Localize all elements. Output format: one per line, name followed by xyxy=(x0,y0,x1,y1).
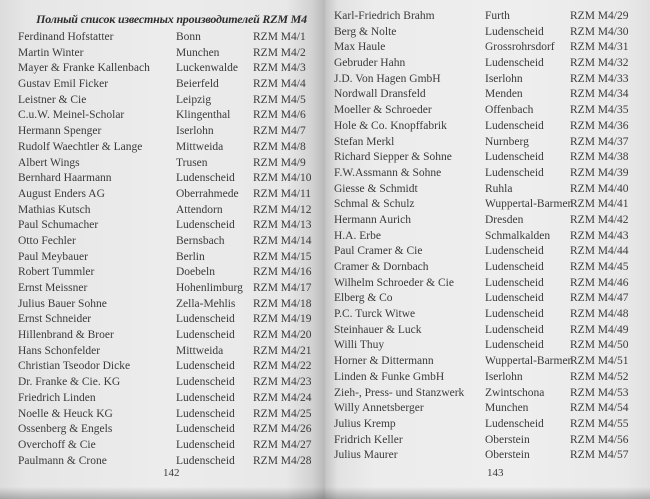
manufacturer-city: Ludenscheid xyxy=(176,313,235,326)
rzm-code: RZM M4/39 xyxy=(570,166,629,179)
rzm-code: RZM M4/24 xyxy=(253,391,312,404)
manufacturer-name: Cramer & Dornbach xyxy=(334,261,429,273)
rzm-code: RZM M4/5 xyxy=(253,93,306,106)
page-title: Полный список известных производителей RZM M4 xyxy=(36,12,307,26)
list-row xyxy=(0,407,325,423)
manufacturer-name: Mayer & Franke Kallenbach xyxy=(18,62,150,75)
manufacturer-city: Ludenscheid xyxy=(176,423,235,436)
list-row xyxy=(325,354,650,370)
list-row xyxy=(0,312,325,328)
rzm-code: RZM M4/33 xyxy=(570,72,629,85)
manufacturer-name: Paul Schumacher xyxy=(18,219,99,232)
manufacturer-city: Ludenscheid xyxy=(485,119,544,132)
rzm-code: RZM M4/37 xyxy=(570,135,629,148)
manufacturer-city: Doebeln xyxy=(176,266,215,279)
list-row xyxy=(325,417,650,433)
manufacturer-city: Oberstein xyxy=(485,449,530,462)
rzm-code: RZM M4/4 xyxy=(253,78,306,91)
rzm-code: RZM M4/48 xyxy=(570,308,629,321)
manufacturer-city: Luckenwalde xyxy=(176,62,238,75)
manufacturer-name: Julius Bauer Sohne xyxy=(18,297,107,310)
rzm-code: RZM M4/19 xyxy=(253,313,312,326)
manufacturer-name: Ferdinand Hofstatter xyxy=(18,31,114,43)
rzm-code: RZM M4/53 xyxy=(570,386,629,399)
rzm-code: RZM M4/54 xyxy=(570,402,629,415)
manufacturer-city: Mittweida xyxy=(176,344,224,357)
manufacturer-name: Nordwall Dransfeld xyxy=(334,88,426,101)
manufacturer-city: Schmalkalden xyxy=(485,229,551,242)
list-row xyxy=(0,46,325,62)
rzm-code: RZM M4/35 xyxy=(570,104,629,117)
rzm-code: RZM M4/22 xyxy=(253,360,312,373)
manufacturer-list-left xyxy=(0,30,325,469)
manufacturer-city: Ludenscheid xyxy=(176,329,235,342)
manufacturer-name: Paul Meybauer xyxy=(18,250,88,263)
manufacturer-city: Ludenscheid xyxy=(176,438,235,451)
manufacturer-city: Ludenscheid xyxy=(485,323,544,336)
manufacturer-name: H.A. Erbe xyxy=(334,229,381,242)
rzm-code: RZM M4/15 xyxy=(253,250,312,263)
manufacturer-name: Ernst Schneider xyxy=(18,313,92,326)
manufacturer-name: Dr. Franke & Cie. KG xyxy=(18,376,121,389)
list-row xyxy=(325,291,650,307)
rzm-code: RZM M4/18 xyxy=(253,297,312,310)
list-row xyxy=(325,229,650,245)
manufacturer-city: Bonn xyxy=(176,31,201,43)
manufacturer-city: Ludenscheid xyxy=(485,166,544,179)
manufacturer-name: Hole & Co. Knopffabrik xyxy=(334,119,447,132)
manufacturer-name: Linden & Funke GmbH xyxy=(334,370,445,383)
manufacturer-city: Ruhla xyxy=(485,182,513,195)
rzm-code: RZM M4/51 xyxy=(570,355,629,368)
manufacturer-city: Grossrohrsdorf xyxy=(485,41,555,54)
manufacturer-name: Max Haule xyxy=(334,41,386,54)
list-row xyxy=(0,422,325,438)
manufacturer-city: Zella-Mehlis xyxy=(176,297,236,310)
manufacturer-name: Hermann Spenger xyxy=(18,125,102,138)
list-row xyxy=(325,135,650,151)
manufacturer-name: Martin Winter xyxy=(18,46,84,59)
rzm-code: RZM M4/25 xyxy=(253,407,312,420)
manufacturer-name: Zieh-, Press- und Stanzwerk xyxy=(334,386,465,399)
manufacturer-city: Nurnberg xyxy=(485,135,529,148)
manufacturer-name: Robert Tummler xyxy=(18,266,95,279)
manufacturer-name: Paul Cramer & Cie xyxy=(334,245,423,258)
list-row xyxy=(325,182,650,198)
rzm-code: RZM M4/55 xyxy=(570,417,629,430)
rzm-code: RZM M4/16 xyxy=(253,266,312,279)
list-row xyxy=(325,56,650,72)
manufacturer-name: Schmal & Schulz xyxy=(334,198,415,211)
rzm-code: RZM M4/42 xyxy=(570,213,629,226)
list-row xyxy=(0,265,325,281)
rzm-code: RZM M4/1 xyxy=(253,31,306,43)
page-shadow xyxy=(0,487,325,499)
manufacturer-name: Gebruder Hahn xyxy=(334,57,406,70)
list-row xyxy=(0,297,325,313)
list-row xyxy=(325,323,650,339)
list-row xyxy=(0,156,325,172)
manufacturer-list-right xyxy=(325,9,650,464)
rzm-code: RZM M4/27 xyxy=(253,438,312,451)
manufacturer-city: Hohenlimburg xyxy=(176,282,243,294)
manufacturer-city: Ludenscheid xyxy=(485,57,544,70)
rzm-code: RZM M4/34 xyxy=(570,88,629,101)
manufacturer-name: Noelle & Heuck KG xyxy=(18,407,113,420)
manufacturer-name: Mathias Kutsch xyxy=(18,203,91,216)
manufacturer-city: Menden xyxy=(485,88,523,101)
manufacturer-city: Mittweida xyxy=(176,140,224,153)
rzm-code: RZM M4/14 xyxy=(253,234,312,247)
rzm-code: RZM M4/7 xyxy=(253,125,306,138)
rzm-code: RZM M4/43 xyxy=(570,229,629,242)
list-row xyxy=(325,25,650,41)
list-row xyxy=(0,124,325,140)
rzm-code: RZM M4/36 xyxy=(570,119,629,132)
list-row xyxy=(325,9,650,25)
manufacturer-city: Furth xyxy=(485,10,510,22)
manufacturer-city: Ludenscheid xyxy=(485,25,544,38)
list-row xyxy=(325,448,650,464)
manufacturer-city: Ludenscheid xyxy=(176,407,235,420)
rzm-code: RZM M4/3 xyxy=(253,62,306,75)
manufacturer-name: Karl-Friedrich Brahm xyxy=(334,10,435,22)
list-row xyxy=(0,359,325,375)
manufacturer-name: Leistner & Cie xyxy=(18,93,87,106)
list-row xyxy=(0,328,325,344)
manufacturer-name: Wilhelm Schroeder & Cie xyxy=(334,276,454,289)
manufacturer-name: Hans Schonfelder xyxy=(18,344,101,357)
manufacturer-city: Zwintschona xyxy=(485,386,545,399)
rzm-code: RZM M4/13 xyxy=(253,219,312,232)
list-row xyxy=(325,72,650,88)
list-row xyxy=(0,438,325,454)
rzm-code: RZM M4/41 xyxy=(570,198,629,211)
manufacturer-city: Leipzig xyxy=(176,93,212,106)
manufacturer-city: Ludenscheid xyxy=(485,339,544,352)
manufacturer-name: Hillenbrand & Broer xyxy=(18,329,114,342)
manufacturer-name: Rudolf Waechtler & Lange xyxy=(18,140,143,153)
rzm-code: RZM M4/56 xyxy=(570,433,629,446)
manufacturer-name: Julius Maurer xyxy=(334,449,398,462)
rzm-code: RZM M4/40 xyxy=(570,182,629,195)
manufacturer-name: C.u.W. Meinel-Scholar xyxy=(18,109,125,122)
list-row xyxy=(0,171,325,187)
rzm-code: RZM M4/49 xyxy=(570,323,629,336)
list-row xyxy=(325,213,650,229)
manufacturer-city: Ludenscheid xyxy=(485,261,544,273)
list-row xyxy=(0,281,325,297)
rzm-code: RZM M4/23 xyxy=(253,376,312,389)
list-row xyxy=(0,30,325,46)
rzm-code: RZM M4/8 xyxy=(253,140,306,153)
manufacturer-name: Gustav Emil Ficker xyxy=(18,78,109,91)
manufacturer-city: Ludenscheid xyxy=(176,219,235,232)
manufacturer-city: Ludenscheid xyxy=(176,391,235,404)
manufacturer-name: J.D. Von Hagen GmbH xyxy=(334,72,441,85)
manufacturer-name: Bernhard Haarmann xyxy=(18,172,112,185)
page-number: 142 xyxy=(163,467,180,479)
list-row xyxy=(325,370,650,386)
manufacturer-city: Iserlohn xyxy=(485,370,523,383)
manufacturer-city: Oberstein xyxy=(485,433,530,446)
manufacturer-name: Berg & Nolte xyxy=(334,25,397,38)
manufacturer-name: Stefan Merkl xyxy=(334,135,395,148)
list-row xyxy=(0,375,325,391)
manufacturer-name: Hermann Aurich xyxy=(334,213,411,226)
list-row xyxy=(0,108,325,124)
manufacturer-city: Iserlohn xyxy=(176,125,214,138)
list-row xyxy=(325,260,650,276)
list-row xyxy=(325,433,650,449)
list-row xyxy=(325,307,650,323)
manufacturer-name: Christian Tseodor Dicke xyxy=(18,360,131,373)
manufacturer-city: Oberrahmede xyxy=(176,187,239,200)
rzm-code: RZM M4/44 xyxy=(570,245,629,258)
rzm-code: RZM M4/29 xyxy=(570,10,629,22)
list-row xyxy=(0,93,325,109)
manufacturer-city: Ludenscheid xyxy=(485,417,544,430)
list-row xyxy=(0,77,325,93)
manufacturer-city: Ludenscheid xyxy=(176,360,235,373)
rzm-code: RZM M4/57 xyxy=(570,449,629,462)
list-row xyxy=(325,244,650,260)
list-row xyxy=(0,218,325,234)
manufacturer-city: Ludenscheid xyxy=(485,245,544,258)
manufacturer-city: Munchen xyxy=(176,46,220,59)
manufacturer-city: Ludenscheid xyxy=(485,292,544,305)
manufacturer-name: Ossenberg & Engels xyxy=(18,423,113,436)
manufacturer-city: Attendorn xyxy=(176,203,223,216)
manufacturer-city: Beierfeld xyxy=(176,78,219,91)
list-row xyxy=(0,250,325,266)
rzm-code: RZM M4/17 xyxy=(253,282,312,294)
rzm-code: RZM M4/11 xyxy=(253,187,312,200)
rzm-code: RZM M4/28 xyxy=(253,454,312,467)
list-row xyxy=(0,234,325,250)
manufacturer-city: Ludenscheid xyxy=(176,454,235,467)
manufacturer-name: Ernst Meissner xyxy=(18,282,88,294)
list-row xyxy=(325,197,650,213)
rzm-code: RZM M4/47 xyxy=(570,292,629,305)
list-row xyxy=(325,401,650,417)
rzm-code: RZM M4/38 xyxy=(570,151,629,164)
manufacturer-city: Wuppertal-Barmen xyxy=(485,355,574,368)
manufacturer-city: Bernsbach xyxy=(176,234,225,247)
manufacturer-name: Moeller & Schroeder xyxy=(334,104,432,117)
rzm-code: RZM M4/21 xyxy=(253,344,312,357)
manufacturer-name: Friedrich Linden xyxy=(18,391,96,404)
manufacturer-name: Richard Siepper & Sohne xyxy=(334,151,452,164)
list-row xyxy=(0,344,325,360)
list-row xyxy=(0,203,325,219)
manufacturer-name: F.W.Assmann & Sohne xyxy=(334,166,442,179)
manufacturer-city: Berlin xyxy=(176,250,205,263)
list-row xyxy=(0,391,325,407)
rzm-code: RZM M4/30 xyxy=(570,25,629,38)
manufacturer-name: Willy Annetsberger xyxy=(334,402,424,415)
rzm-code: RZM M4/9 xyxy=(253,156,306,169)
rzm-code: RZM M4/6 xyxy=(253,109,306,122)
list-row xyxy=(325,166,650,182)
list-row xyxy=(0,140,325,156)
rzm-code: RZM M4/45 xyxy=(570,261,629,273)
list-row xyxy=(325,87,650,103)
rzm-code: RZM M4/50 xyxy=(570,339,629,352)
list-row xyxy=(325,150,650,166)
rzm-code: RZM M4/31 xyxy=(570,41,629,54)
manufacturer-city: Ludenscheid xyxy=(176,172,235,185)
list-row xyxy=(0,187,325,203)
rzm-code: RZM M4/20 xyxy=(253,329,312,342)
right-page xyxy=(325,0,650,499)
manufacturer-name: Elberg & Co xyxy=(334,292,393,305)
list-row xyxy=(0,61,325,77)
rzm-code: RZM M4/26 xyxy=(253,423,312,436)
manufacturer-city: Ludenscheid xyxy=(485,276,544,289)
manufacturer-name: Overchoff & Cie xyxy=(18,438,96,451)
manufacturer-city: Ludenscheid xyxy=(485,151,544,164)
page-shadow xyxy=(325,487,650,499)
manufacturer-city: Munchen xyxy=(485,402,529,415)
manufacturer-name: August Enders AG xyxy=(18,187,105,200)
manufacturer-name: P.C. Turck Witwe xyxy=(334,308,416,321)
manufacturer-city: Wuppertal-Barmen xyxy=(485,198,574,211)
manufacturer-city: Offenbach xyxy=(485,104,534,117)
manufacturer-city: Klingenthal xyxy=(176,109,231,122)
rzm-code: RZM M4/2 xyxy=(253,46,306,59)
manufacturer-name: Fridrich Keller xyxy=(334,433,403,446)
manufacturer-name: Julius Kremp xyxy=(334,417,396,430)
list-row xyxy=(325,386,650,402)
list-row xyxy=(325,338,650,354)
page-number: 143 xyxy=(487,467,504,479)
manufacturer-city: Trusen xyxy=(176,156,208,169)
manufacturer-name: Willi Thuy xyxy=(334,339,385,352)
rzm-code: RZM M4/46 xyxy=(570,276,629,289)
manufacturer-name: Horner & Dittermann xyxy=(334,355,434,368)
manufacturer-name: Giesse & Schmidt xyxy=(334,182,418,195)
rzm-code: RZM M4/32 xyxy=(570,57,629,70)
manufacturer-name: Albert Wings xyxy=(18,156,80,169)
rzm-code: RZM M4/10 xyxy=(253,172,312,185)
manufacturer-name: Steinhauer & Luck xyxy=(334,323,422,336)
list-row xyxy=(325,40,650,56)
manufacturer-name: Paulmann & Crone xyxy=(18,454,107,467)
rzm-code: RZM M4/52 xyxy=(570,370,629,383)
list-row xyxy=(325,103,650,119)
manufacturer-city: Dresden xyxy=(485,213,524,226)
list-row xyxy=(325,119,650,135)
manufacturer-city: Iserlohn xyxy=(485,72,523,85)
manufacturer-name: Otto Fechler xyxy=(18,234,76,247)
rzm-code: RZM M4/12 xyxy=(253,203,312,216)
manufacturer-city: Ludenscheid xyxy=(485,308,544,321)
list-row xyxy=(325,276,650,292)
manufacturer-city: Ludenscheid xyxy=(176,376,235,389)
